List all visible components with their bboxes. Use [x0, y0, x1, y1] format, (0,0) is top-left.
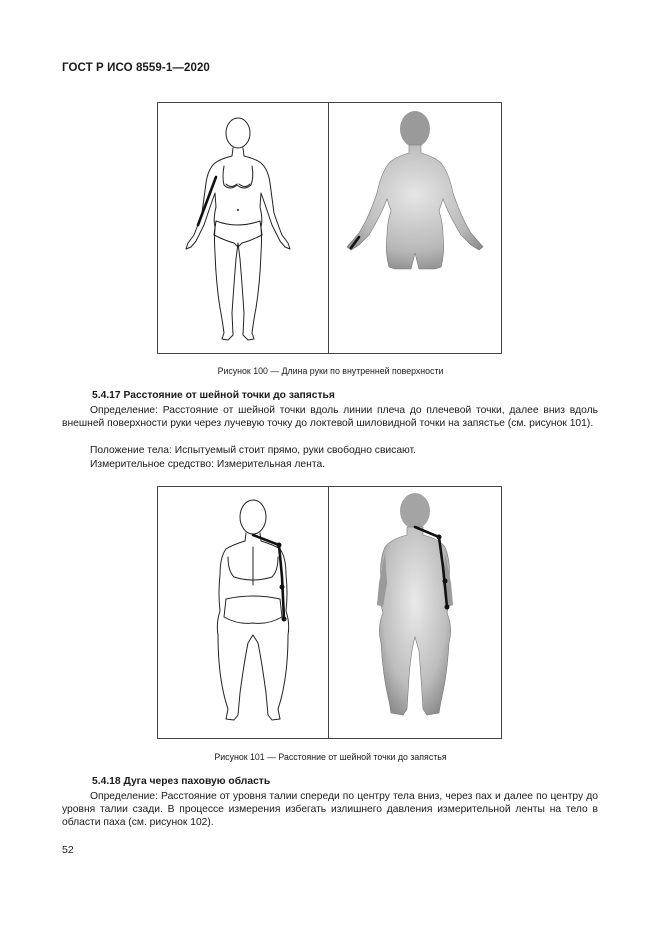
- section-heading-5-4-18: 5.4.18 Дуга через паховую область: [92, 776, 271, 787]
- section-heading-5-4-17: 5.4.17 Расстояние от шейной точки до запястья: [92, 390, 335, 401]
- page-number: 52: [62, 844, 74, 856]
- figure-100: [157, 102, 502, 354]
- standard-code: ГОСТ Р ИСО 8559-1—2020: [62, 62, 210, 74]
- section-5-4-17-definition: Определение: Расстояние от шейной точки вдоль линии плеча до плечевой точки, далее вниз вдоль внешней поверхности руки через лучевую точку до локтевой шиловидной точки на запястье (см. рисунок 101).: [62, 405, 598, 429]
- section-5-4-17-position: Положение тела: Испытуемый стоит прямо, руки свободно свисают.: [90, 445, 416, 456]
- section-5-4-17-instrument: Измерительное средство: Измерительная лента.: [90, 459, 326, 470]
- front-body-sketch: [158, 103, 328, 353]
- 3d-body-scan-front: [329, 103, 501, 353]
- figure-101-caption: Рисунок 101 — Расстояние от шейной точки до запястья: [214, 752, 447, 762]
- section-5-4-18-definition: Определение: Расстояние от уровня талии спереди по центру тела вниз, через пах и далее по центру до уровня талии сзади. В процессе измерения избегать излишнего давления измерительной ленты на тело в области паха (см. рисунок 102).: [62, 791, 598, 828]
- figure-101: [157, 486, 502, 739]
- 3d-body-scan-back: [329, 487, 501, 738]
- back-body-sketch: [158, 487, 328, 738]
- figure-100-caption: Рисунок 100 — Длина руки по внутренней поверхности: [217, 366, 444, 376]
